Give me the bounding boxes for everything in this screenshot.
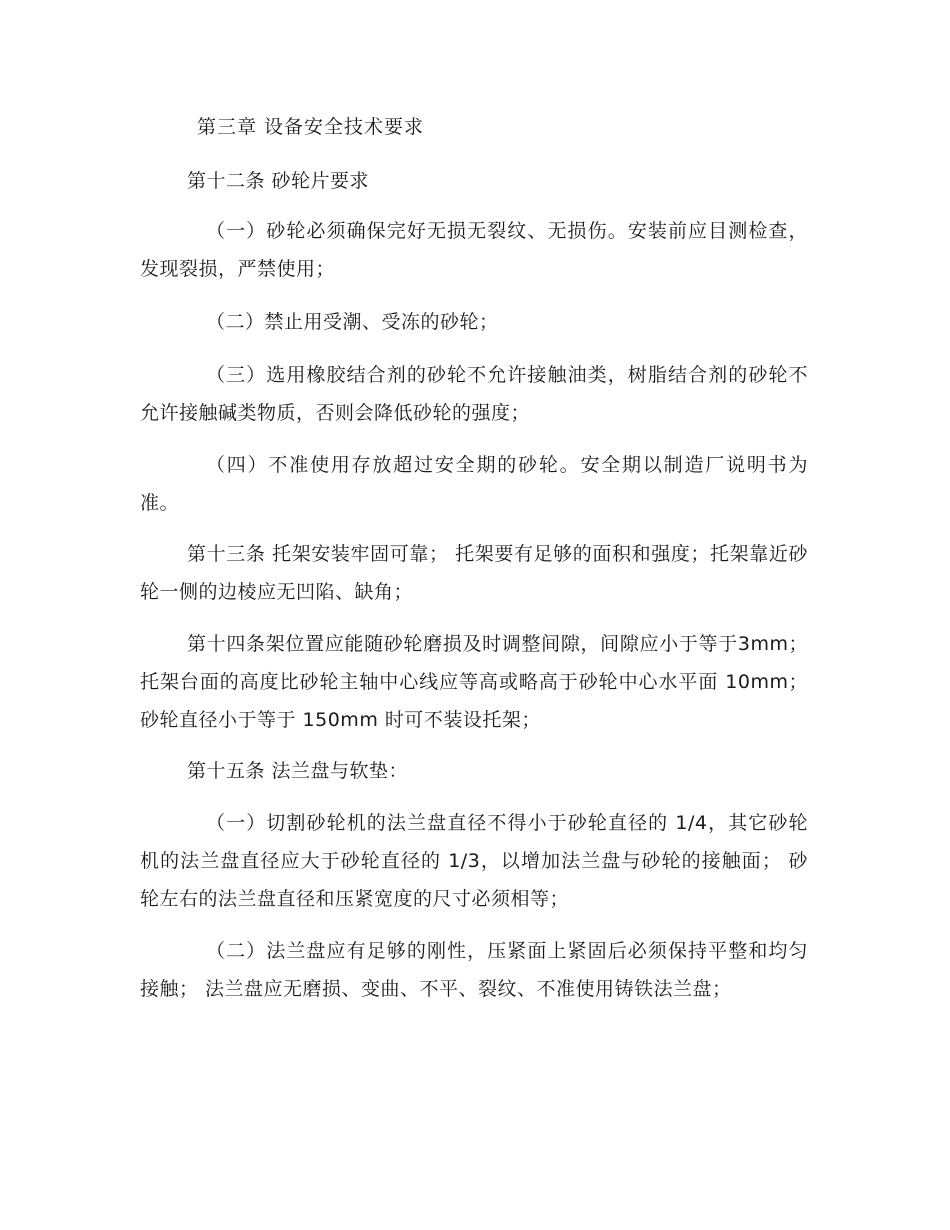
article-12-item-3: （三）选用橡胶结合剂的砂轮不允许接触油类，树脂结合剂的砂轮不允许接触碱类物质，否则会降低砂轮的强度； xyxy=(140,364,808,424)
article-12-item-4: （四）不准使用存放超过安全期的砂轮。安全期以制造厂说明书为准。 xyxy=(140,454,808,514)
article-13: 第十三条 托架安装牢固可靠； 托架要有足够的面积和强度；托架靠近砂轮一侧的边棱应无凹陷、缺角； xyxy=(140,543,808,603)
chapter-title: 第三章 设备安全技术要求 xyxy=(197,116,425,138)
article-15-item-1: （一）切割砂轮机的法兰盘直径不得小于砂轮直径的 1/4，其它砂轮机的法兰盘直径应大于砂轮直径的 1/3，以增加法兰盘与砂轮的接触面； 砂轮左右的法兰盘直径和压紧宽度的尺寸必须相等； xyxy=(140,812,808,910)
article-12-item-2: （二）禁止用受潮、受冻的砂轮； xyxy=(206,311,499,333)
article-12-item-1: （一）砂轮必须确保完好无损无裂纹、无损伤。安装前应目测检查，发现裂损，严禁使用； xyxy=(140,220,808,280)
article-15-heading: 第十五条 法兰盘与软垫： xyxy=(187,760,409,782)
article-15-item-2: （二）法兰盘应有足够的刚性，压紧面上紧固后必须保持平整和均匀接触； 法兰盘应无磨损、变曲、不平、裂纹、不准使用铸铁法兰盘； xyxy=(140,940,808,1000)
article-14: 第十四条架位置应能随砂轮磨损及时调整间隙，间隙应小于等于3mm； 托架台面的高度比砂轮主轴中心线应等高或略高于砂轮中心水平面 10mm； 砂轮直径小于等于 150mm 时可不装设托架； xyxy=(140,633,808,731)
article-12-heading: 第十二条 砂轮片要求 xyxy=(187,170,370,192)
